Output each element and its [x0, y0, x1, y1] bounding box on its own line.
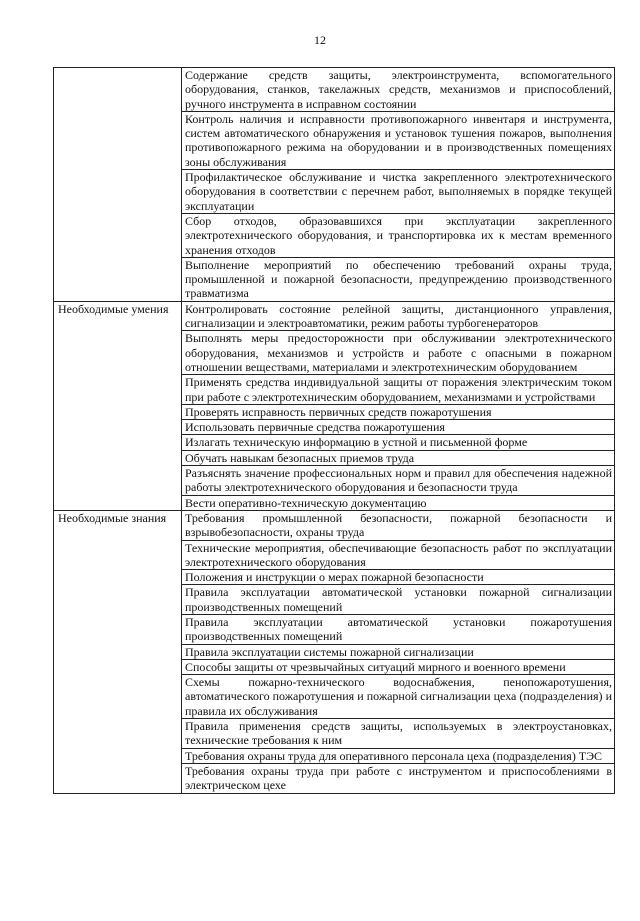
section-item: Правила применения средств защиты, используемых в электроустановках, технические требования к ним — [182, 719, 615, 749]
section-item: Проверять исправность первичных средств пожаротушения — [182, 404, 615, 419]
section-item: Способы защиты от чрезвычайных ситуаций мирного и военного времени — [182, 659, 615, 674]
table-row — [54, 68, 615, 112]
page-number: 12 — [314, 33, 326, 47]
section-item: Правила эксплуатации системы пожарной сигнализации — [182, 644, 615, 659]
section-item: Содержание средств защиты, электроинструмента, вспомогательного оборудования, станков, такелажных средств, механизмов и приспособлений, ручного инструмента в исправном состоянии — [182, 68, 615, 112]
section-item: Положения и инструкции о мерах пожарной безопасности — [182, 570, 615, 585]
section-label: Необходимые знания — [54, 510, 182, 793]
section-item: Требования охраны труда при работе с инструментом и приспособлениями в электрическом цехе — [182, 763, 615, 793]
section-item: Вести оперативно-техническую документацию — [182, 495, 615, 510]
section-label — [54, 68, 182, 302]
section-item: Выполнение мероприятий по обеспечению требований охраны труда, промышленной и пожарной безопасности, предупреждению производственного травматизма — [182, 257, 615, 301]
section-item: Выполнять меры предосторожности при обслуживании электротехнического оборудования, механизмов и устройств и работе с опасными в пожарном отношении веществами, материалами и электротехническим оборудованием — [182, 331, 615, 375]
section-item: Применять средства индивидуальной защиты от поражения электрическим током при работе с электротехническим оборудованием, механизмами и устройствами — [182, 375, 615, 405]
section-item: Разъяснять значение профессиональных норм и правил для обеспечения надежной работы электротехнического оборудования и безопасности труда — [182, 466, 615, 496]
section-item: Сбор отходов, образовавшихся при эксплуатации закрепленного электротехнического оборудования, и транспортировка их к местам временного хранения отходов — [182, 213, 615, 257]
section-item: Контроль наличия и исправности противопожарного инвентаря и инструмента, систем автоматического обнаружения и установок тушения пожаров, выполнения противопожарного режима на оборудовании и в производственных помещениях зоны обслуживания — [182, 111, 615, 169]
section-item: Обучать навыкам безопасных приемов труда — [182, 450, 615, 465]
section-item: Требования охраны труда для оперативного персонала цеха (подразделения) ТЭС — [182, 748, 615, 763]
requirements-table-body — [54, 68, 615, 794]
section-item: Профилактическое обслуживание и чистка закрепленного электротехнического оборудования в соответствии с перечнем работ, выполняемых в порядке текущей эксплуатации — [182, 170, 615, 214]
section-item: Правила эксплуатации автоматической установки пожарной сигнализации производственных помещений — [182, 585, 615, 615]
section-item: Правила эксплуатации автоматической установки пожаротушения производственных помещений — [182, 614, 615, 644]
section-label: Необходимые умения — [54, 301, 182, 510]
section-item: Схемы пожарно-технического водоснабжения, пенопожаротушения, автоматического пожаротушения и пожарной сигнализации цеха (подразделения) и правила их обслуживания — [182, 675, 615, 719]
requirements-table — [53, 67, 615, 794]
section-item: Контролировать состояние релейной защиты, дистанционного управления, сигнализации и электроавтоматики, режим работы турбогенераторов — [182, 301, 615, 331]
table-row — [54, 301, 615, 331]
section-item: Излагать техническую информацию в устной и письменной форме — [182, 435, 615, 450]
section-item: Использовать первичные средства пожаротушения — [182, 420, 615, 435]
section-item: Требования промышленной безопасности, пожарной безопасности и взрывобезопасности, охраны труда — [182, 510, 615, 540]
section-item: Технические мероприятия, обеспечивающие безопасность работ по эксплуатации электротехнического оборудования — [182, 540, 615, 570]
table-row — [54, 510, 615, 540]
